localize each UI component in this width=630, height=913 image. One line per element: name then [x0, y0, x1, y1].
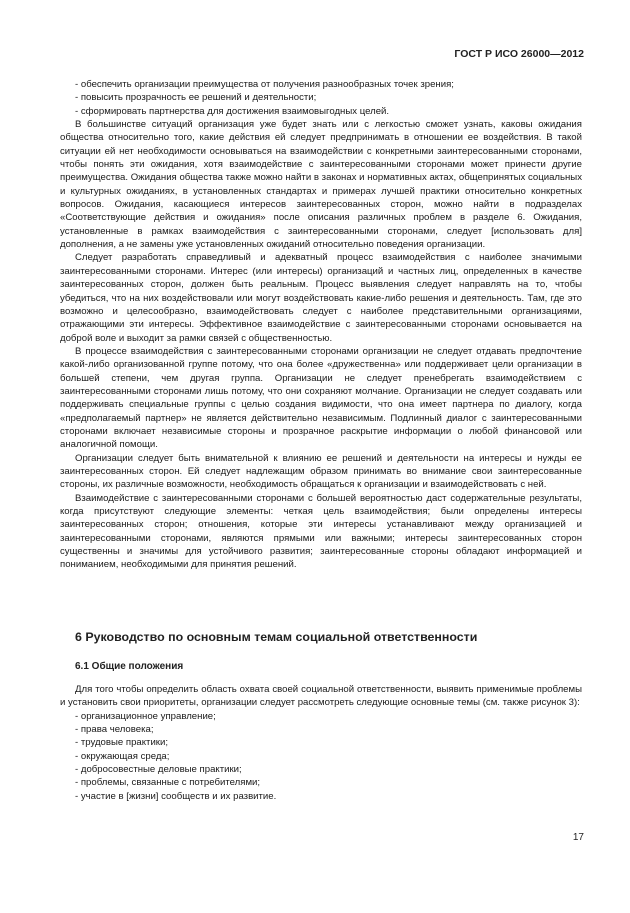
list-item: - организационное управление;: [75, 710, 216, 722]
topics-list: [60, 710, 582, 803]
paragraph: В процессе взаимодействия с заинтересованными сторонами организации не следует отдавать предпочтение какой-либо организованной группе потому, что она более «дружественна» или поддерживает цели организации в большей степени, чем другая группа. Организации не следует пренебрегать взаимодействием с заинтересованными сторонами лишь потому, что они сохраняют молчание. Организации не следует создавать или поддерживать специальные группы с целью создания видимости, что она имеет партнера по диалогу, когда «предполагаемый партнер» не является действительно независимым. Подлинный диалог с заинтересованными сторонами включает независимые стороны и прозрачное раскрытие информации о любой финансовой или аналогичной помощи.: [60, 345, 582, 451]
main-text: [60, 78, 582, 572]
list-item: - обеспечить организации преимущества от получения разнообразных точек зрения;: [75, 79, 454, 90]
list-item: - трудовые практики;: [75, 737, 169, 749]
list-item: - добросовестные деловые практики;: [75, 764, 242, 776]
top-bullet-list: [60, 78, 582, 118]
page-number: 17: [572, 832, 584, 843]
list-item: - участие в [жизни] сообществ и их развитие.: [75, 790, 277, 802]
list-item: - окружающая среда;: [75, 750, 170, 762]
document-header: ГОСТ Р ИСО 26000—2012: [454, 48, 584, 60]
paragraph: Взаимодействие с заинтересованными сторонами с большей вероятностью даст содержательные результаты, когда присутствуют следующие элементы: четкая цель взаимодействия; были определены интересы заинтересованных сторон; отношения, которые эти интересы устанавливают между организацией и заинтересованными сторонами, являются прямыми или важными; интересы заинтересованных сторон существенны и значимы для устойчивого развития; заинтересованные стороны обладают информацией и пониманием, необходимыми для принятия решений.: [60, 492, 582, 571]
paragraph: В большинстве ситуаций организация уже будет знать или с легкостью сможет узнать, каковы ожидания общества относительно того, какие действия ей следует предпринимать в отношении ее воздействия. В такой ситуации ей нет необходимости основываться на взаимодействии с конкретными заинтересованными сторонами, чтобы понять эти ожидания, хотя взаимодействие с заинтересованными сторонами может принести другие преимущества. Ожидания общества также можно найти в законах и нормативных актах, общепринятых социальных и культурных ожиданиях, в установленных стандартах и примерах лучшей практики относительно конкретных вопросов. Ожидания, касающиеся интересов заинтересованных сторон, можно найти в подразделах «Соответствующие действия и ожидания» после описания различных проблем в разделе 6. Ожидания, установленные в рамках взаимодействия с заинтересованными сторонами, следует [использовать для] дополнения, а не замены уже установленных ожиданий относительно поведения организации.: [60, 119, 582, 251]
section-text: [60, 683, 582, 803]
paragraph: Следует разработать справедливый и адекватный процесс взаимодействия с наиболее значимыми заинтересованными сторонами. Интерес (или интересы) организаций и частных лиц, определенных в качестве заинтересованных сторон, должен быть реальным. Процесс выявления следует направлять на то, чтобы убедиться, что на них воздействовали или могут воздействовать какие-либо решения и деятельность. Там, где это возможно и целесообразно, взаимодействовать следует с наиболее представительными организациями, отражающими эти интересы. Эффективное взаимодействие с заинтересованными сторонами основывается на доброй воле и выходит за рамки связей с общественностью.: [60, 252, 582, 344]
list-item: - сформировать партнерства для достижения взаимовыгодных целей.: [75, 105, 390, 117]
list-item: - права человека;: [75, 724, 154, 736]
list-item: - проблемы, связанные с потребителями;: [75, 777, 261, 789]
paragraph: Для того чтобы определить область охвата своей социальной ответственности, выявить применимые проблемы и установить свои приоритеты, организации следует рассмотреть следующие основные темы (см. также рисунок 3):: [60, 684, 582, 709]
list-item: - повысить прозрачность ее решений и деятельности;: [75, 92, 317, 104]
section-heading: 6 Руководство по основным темам социальной ответственности: [75, 630, 478, 644]
paragraph: Организации следует быть внимательной к влиянию ее решений и деятельности на интересы и нужды ее заинтересованных сторон. Ей следует надлежащим образом принимать во внимание свои заинтересованные стороны, их различные возможности, необходимость обращаться к организации и взаимодействовать с ней.: [60, 452, 582, 491]
subsection-heading: 6.1 Общие положения: [75, 661, 184, 672]
